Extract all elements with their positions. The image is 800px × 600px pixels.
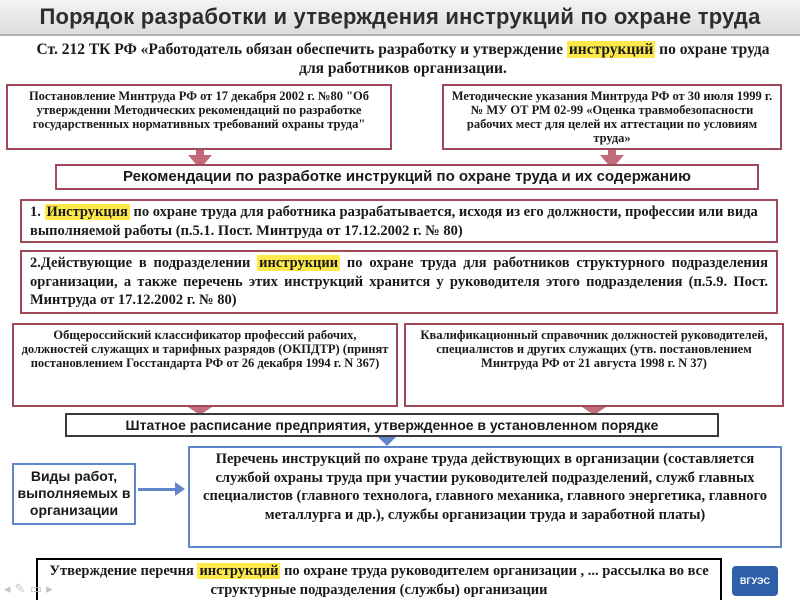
- item-1-prefix: 1.: [30, 204, 45, 220]
- article-212: [28, 40, 778, 79]
- work-types-box: [12, 463, 136, 525]
- left-document-text: Постановление Минтруда РФ от 17 декабря 2002 г. №80 "Об утверждении Методических рекомендаций по разработке государственных нормативных требований охраны труда": [28, 89, 370, 131]
- article-after: по охране труда для работников организации.: [299, 41, 770, 78]
- article-before: Ст. 212 ТК РФ «Работодатель обязан обеспечить разработку и утверждение: [36, 41, 567, 58]
- page-icon[interactable]: ▭: [29, 582, 43, 597]
- approval-after: по охране труда руководителем организации , ... рассылка во все структурные подразделения (службы) организации: [210, 563, 709, 598]
- arrow-right-icon[interactable]: ▸: [46, 582, 53, 597]
- right-document-box: [442, 84, 782, 150]
- item-1-box: [20, 199, 778, 243]
- item-2-text: по охране труда для работников структурного подразделения организации, а также перечень этих инструкций хранится у руководителя этого подразделения (п.5.9. Пост. Минтруда от 17.12.2002 г. № 80): [30, 255, 768, 309]
- item-1-text: по охране труда для работника разрабатывается, исходя из его должности, профессии или вида выполняемой работы (п.5.1. Пост. Минтруда от 17.12.2002 г. № 80): [30, 204, 758, 239]
- right-document-text: Методические указания Минтруда РФ от 30 июля 1999 г. № МУ ОТ РМ 02-99 «Оценка травмобезопасности рабочих мест для целей их аттестации по условиям труда»: [451, 89, 773, 145]
- qualification-box: [404, 323, 784, 407]
- okpdtr-box: [12, 323, 398, 407]
- arrow-staff-list: [378, 437, 396, 446]
- arrow-work-types-head: [175, 482, 185, 496]
- approval-before: Утверждение перечня: [49, 563, 198, 579]
- item-2-prefix: 2.Действующие в подразделении: [30, 255, 258, 271]
- recommendations-box: [55, 164, 759, 190]
- arrow-work-types: [138, 488, 178, 491]
- qualification-text: Квалификационный справочник должностей руководителей, специалистов и других служащих (утв. постановлением Минтруда РФ от 21 августа 1998 г. N 37): [420, 328, 768, 370]
- approval-box: [36, 558, 722, 600]
- left-document-box: [6, 84, 392, 150]
- item-2-box: [20, 250, 778, 314]
- instructions-list-box: [188, 446, 782, 548]
- approval-highlight: инструкций: [199, 563, 279, 579]
- instructions-list-text: Перечень инструкций по охране труда действующих в организации (составляется службой охраны труда при участии руководителей подразделений, служб главных специалистов (главного технолога, главного механика, главного энергетика, главного металлурга и др.), службы организации труда и заработной платы): [203, 451, 767, 523]
- staff-schedule-text: Штатное расписание предприятия, утвержденное в установленном порядке: [125, 417, 659, 433]
- arrow-left-icon[interactable]: ◂: [4, 582, 11, 597]
- item-1-highlight: Инструкция: [46, 204, 128, 220]
- article-highlight: инструкций: [568, 41, 654, 58]
- pen-icon[interactable]: ✎: [14, 582, 26, 597]
- page-title: Порядок разработки и утверждения инструкций по охране труда: [0, 0, 800, 36]
- work-types-text: Виды работ, выполняемых в организации: [17, 468, 131, 518]
- slide-nav[interactable]: [4, 582, 84, 598]
- university-logo: ВГУЭС: [732, 566, 778, 596]
- item-2-highlight: инструкции: [259, 255, 339, 271]
- recommendations-text: Рекомендации по разработке инструкций по охране труда и их содержанию: [123, 168, 691, 185]
- staff-schedule-box: [65, 413, 719, 437]
- okpdtr-text: Общероссийский классификатор профессий рабочих, должностей служащих и тарифных разрядов (ОКПДТР) (принят постановлением Госстандарта РФ от 26 декабря 1994 г. N 367): [21, 328, 389, 370]
